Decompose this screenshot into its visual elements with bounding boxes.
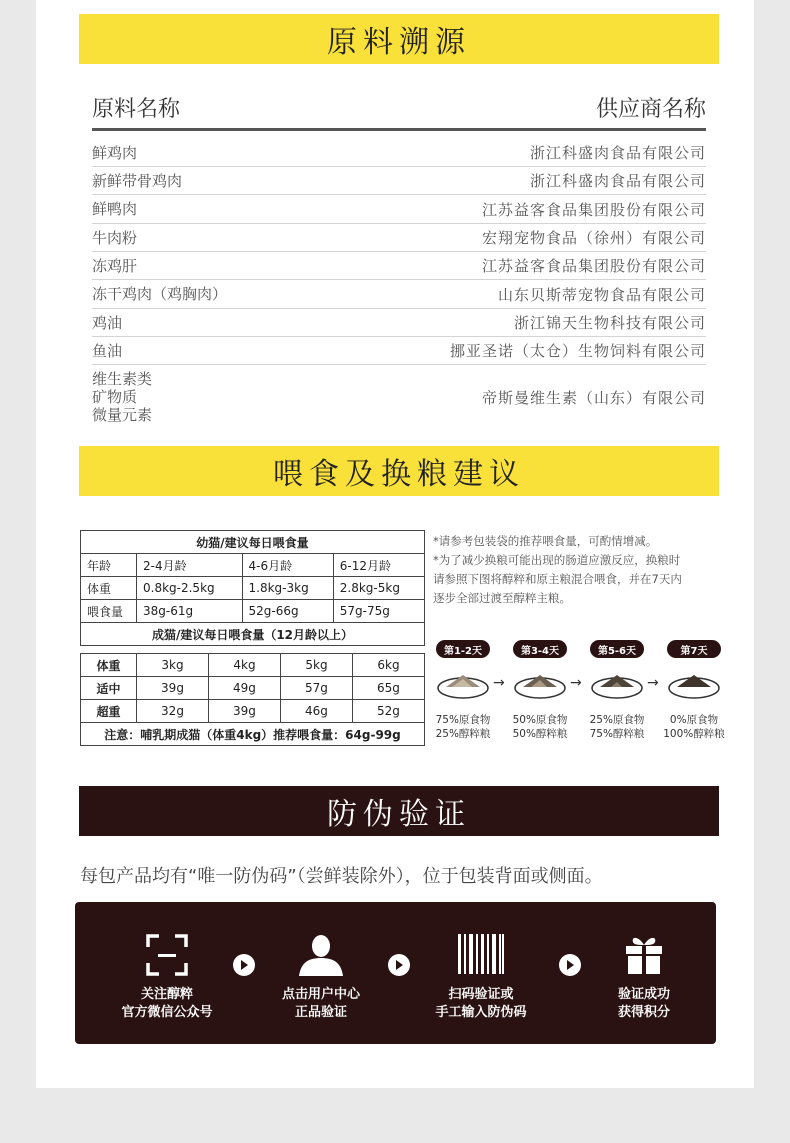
step-scan-code — [416, 986, 546, 1022]
ingredient-name: 鲜鸡肉 — [92, 143, 138, 162]
table-cell: 4kg — [208, 654, 280, 677]
barcode-icon — [458, 934, 504, 974]
table-cell: 2.8kg-5kg — [333, 577, 424, 600]
table-cell: 4-6月龄 — [242, 554, 333, 577]
step-label: 验证成功 — [617, 987, 670, 1002]
ratio-label — [658, 713, 730, 741]
table-cell: 65g — [352, 677, 424, 700]
table-cell: 57g — [280, 677, 352, 700]
step-follow-official-account — [102, 986, 232, 1022]
table-cell: 3kg — [137, 654, 209, 677]
kitten-table-title: 幼猫/建议每日喂食量 — [81, 531, 425, 554]
supplier-name: 帝斯曼维生素（山东）有限公司 — [481, 388, 706, 407]
table-cell: 2-4月龄 — [137, 554, 243, 577]
table-cell: 年龄 — [81, 554, 137, 577]
adult-feeding-table — [80, 653, 425, 746]
nursing-cat-note: 注意：哺乳期成猫（体重4kg）推荐喂食量：64g-99g — [81, 723, 425, 746]
step-label: 关注醇粹 — [140, 987, 193, 1002]
anti-fake-description: 每包产品均有“唯一防伪码”（尝鲜装除外），位于包装背面或侧面。 — [80, 866, 603, 887]
feeding-notes — [433, 532, 733, 608]
col-supplier-header: 供应商名称 — [595, 97, 706, 122]
arrow-right-icon: → — [647, 675, 659, 691]
table-row — [81, 700, 425, 723]
food-bowl-icon — [667, 670, 721, 700]
step-badge: 第5-6天 — [590, 640, 644, 658]
arrow-right-icon: → — [570, 675, 582, 691]
table-row — [92, 167, 706, 195]
step-arrow-icon — [233, 954, 255, 976]
user-icon — [299, 934, 343, 976]
table-row — [92, 309, 706, 337]
table-cell: 适中 — [81, 677, 137, 700]
step-label: 正品验证 — [294, 1005, 347, 1020]
note-line: *为了减少换粮可能出现的肠道应激反应，换粮时 — [433, 553, 681, 567]
food-bowl-icon — [513, 670, 567, 700]
new-food-ratio: 75%醇粹粮 — [589, 728, 645, 740]
table-cell: 39g — [208, 700, 280, 723]
table-cell: 46g — [280, 700, 352, 723]
step-badge: 第3-4天 — [513, 640, 567, 658]
supplier-name: 宏翔宠物食品（徐州）有限公司 — [481, 229, 706, 247]
table-cell: 0.8kg-2.5kg — [137, 577, 243, 600]
table-row — [81, 577, 425, 600]
table-cell: 38g-61g — [137, 600, 243, 623]
feeding-title: 喂食及换粮建议 — [273, 457, 525, 492]
ingredient-name: 鱼油 — [92, 341, 123, 360]
step-label: 获得积分 — [617, 1005, 670, 1020]
table-cell: 39g — [137, 677, 209, 700]
note-line: 请参照下图将醇粹和原主粮混合喂食，并在7天内 — [433, 572, 682, 586]
step-label: 点击用户中心 — [281, 987, 360, 1002]
ratio-label — [581, 713, 653, 741]
ingredient-name: 维生素类 — [92, 370, 153, 388]
sourcing-header — [92, 92, 706, 123]
ingredient-name: 鸡油 — [92, 313, 123, 332]
table-cell: 49g — [208, 677, 280, 700]
ingredient-name: 微量元素 — [92, 406, 153, 424]
supplier-name: 挪亚圣诺（太仓）生物饲料有限公司 — [449, 342, 706, 360]
header-divider — [92, 128, 706, 131]
kitten-feeding-table — [80, 530, 425, 646]
table-cell: 57g-75g — [333, 600, 424, 623]
table-row — [92, 195, 706, 224]
table-row — [92, 224, 706, 252]
table-row — [92, 368, 706, 426]
ingredient-name: 冻干鸡肉（鸡胸肉） — [92, 285, 228, 303]
ratio-label — [504, 713, 576, 741]
table-cell: 52g-66g — [242, 600, 333, 623]
supplier-name: 浙江锦天生物科技有限公司 — [513, 314, 706, 332]
gift-icon — [625, 934, 663, 974]
col-name-header: 原料名称 — [92, 97, 181, 122]
old-food-ratio: 50%原食物 — [512, 714, 568, 726]
step-label: 官方微信公众号 — [121, 1005, 213, 1020]
table-cell: 5kg — [280, 654, 352, 677]
table-cell: 1.8kg-3kg — [242, 577, 333, 600]
new-food-ratio: 50%醇粹粮 — [512, 728, 568, 740]
supplier-name: 山东贝斯蒂宠物食品有限公司 — [497, 285, 706, 304]
step-user-center — [256, 986, 386, 1022]
sourcing-title: 原料溯源 — [327, 25, 471, 60]
table-row — [81, 677, 425, 700]
table-row — [81, 654, 425, 677]
new-food-ratio: 100%醇粹粮 — [663, 728, 725, 740]
old-food-ratio: 0%原食物 — [669, 714, 719, 726]
step-label: 手工输入防伪码 — [435, 1005, 527, 1020]
table-row — [92, 280, 706, 309]
step-badge: 第7天 — [667, 640, 721, 658]
ingredient-name: 鲜鸭肉 — [92, 200, 138, 218]
new-food-ratio: 25%醇粹粮 — [435, 728, 491, 740]
arrow-right-icon: → — [493, 675, 505, 691]
anti-fake-title: 防伪验证 — [327, 797, 471, 832]
note-line: 逐步全部过渡至醇粹主粮。 — [433, 591, 571, 605]
scan-frame-icon — [146, 934, 188, 976]
step-arrow-icon — [559, 954, 581, 976]
table-cell: 32g — [137, 700, 209, 723]
old-food-ratio: 25%原食物 — [589, 714, 645, 726]
supplier-name: 浙江科盛肉食品有限公司 — [529, 144, 706, 162]
ingredient-name-group — [92, 370, 152, 424]
step-arrow-icon — [388, 954, 410, 976]
table-cell: 体重 — [81, 577, 137, 600]
supplier-name: 浙江科盛肉食品有限公司 — [529, 172, 706, 190]
step-get-points — [579, 986, 709, 1022]
anti-fake-banner — [79, 786, 719, 836]
step-badge: 第1-2天 — [436, 640, 490, 658]
food-bowl-icon — [590, 670, 644, 700]
table-cell: 6-12月龄 — [333, 554, 424, 577]
adult-table-title: 成猫/建议每日喂食量（12月龄以上） — [81, 623, 425, 646]
table-row — [81, 600, 425, 623]
ingredient-name: 冻鸡肝 — [92, 256, 138, 275]
table-row — [81, 554, 425, 577]
table-cell: 52g — [352, 700, 424, 723]
ratio-label — [427, 713, 499, 741]
table-row — [92, 139, 706, 167]
table-cell: 体重 — [81, 654, 137, 677]
ingredient-name: 牛肉粉 — [92, 228, 138, 247]
ingredient-name: 矿物质 — [92, 388, 138, 406]
note-line: *请参考包装袋的推荐喂食量，可酌情增减。 — [433, 534, 658, 548]
table-cell: 超重 — [81, 700, 137, 723]
sourcing-banner — [79, 14, 719, 64]
table-cell: 喂食量 — [81, 600, 137, 623]
feeding-banner — [79, 446, 719, 496]
ingredient-name: 新鲜带骨鸡肉 — [92, 171, 183, 190]
table-row — [92, 252, 706, 280]
verification-steps-panel — [75, 902, 716, 1044]
food-bowl-icon — [436, 670, 490, 700]
supplier-name: 江苏益客食品集团股份有限公司 — [481, 257, 706, 275]
table-cell: 6kg — [352, 654, 424, 677]
old-food-ratio: 75%原食物 — [435, 714, 491, 726]
table-row — [92, 337, 706, 365]
step-label: 扫码验证或 — [448, 987, 514, 1002]
supplier-name: 江苏益客食品集团股份有限公司 — [481, 200, 706, 219]
